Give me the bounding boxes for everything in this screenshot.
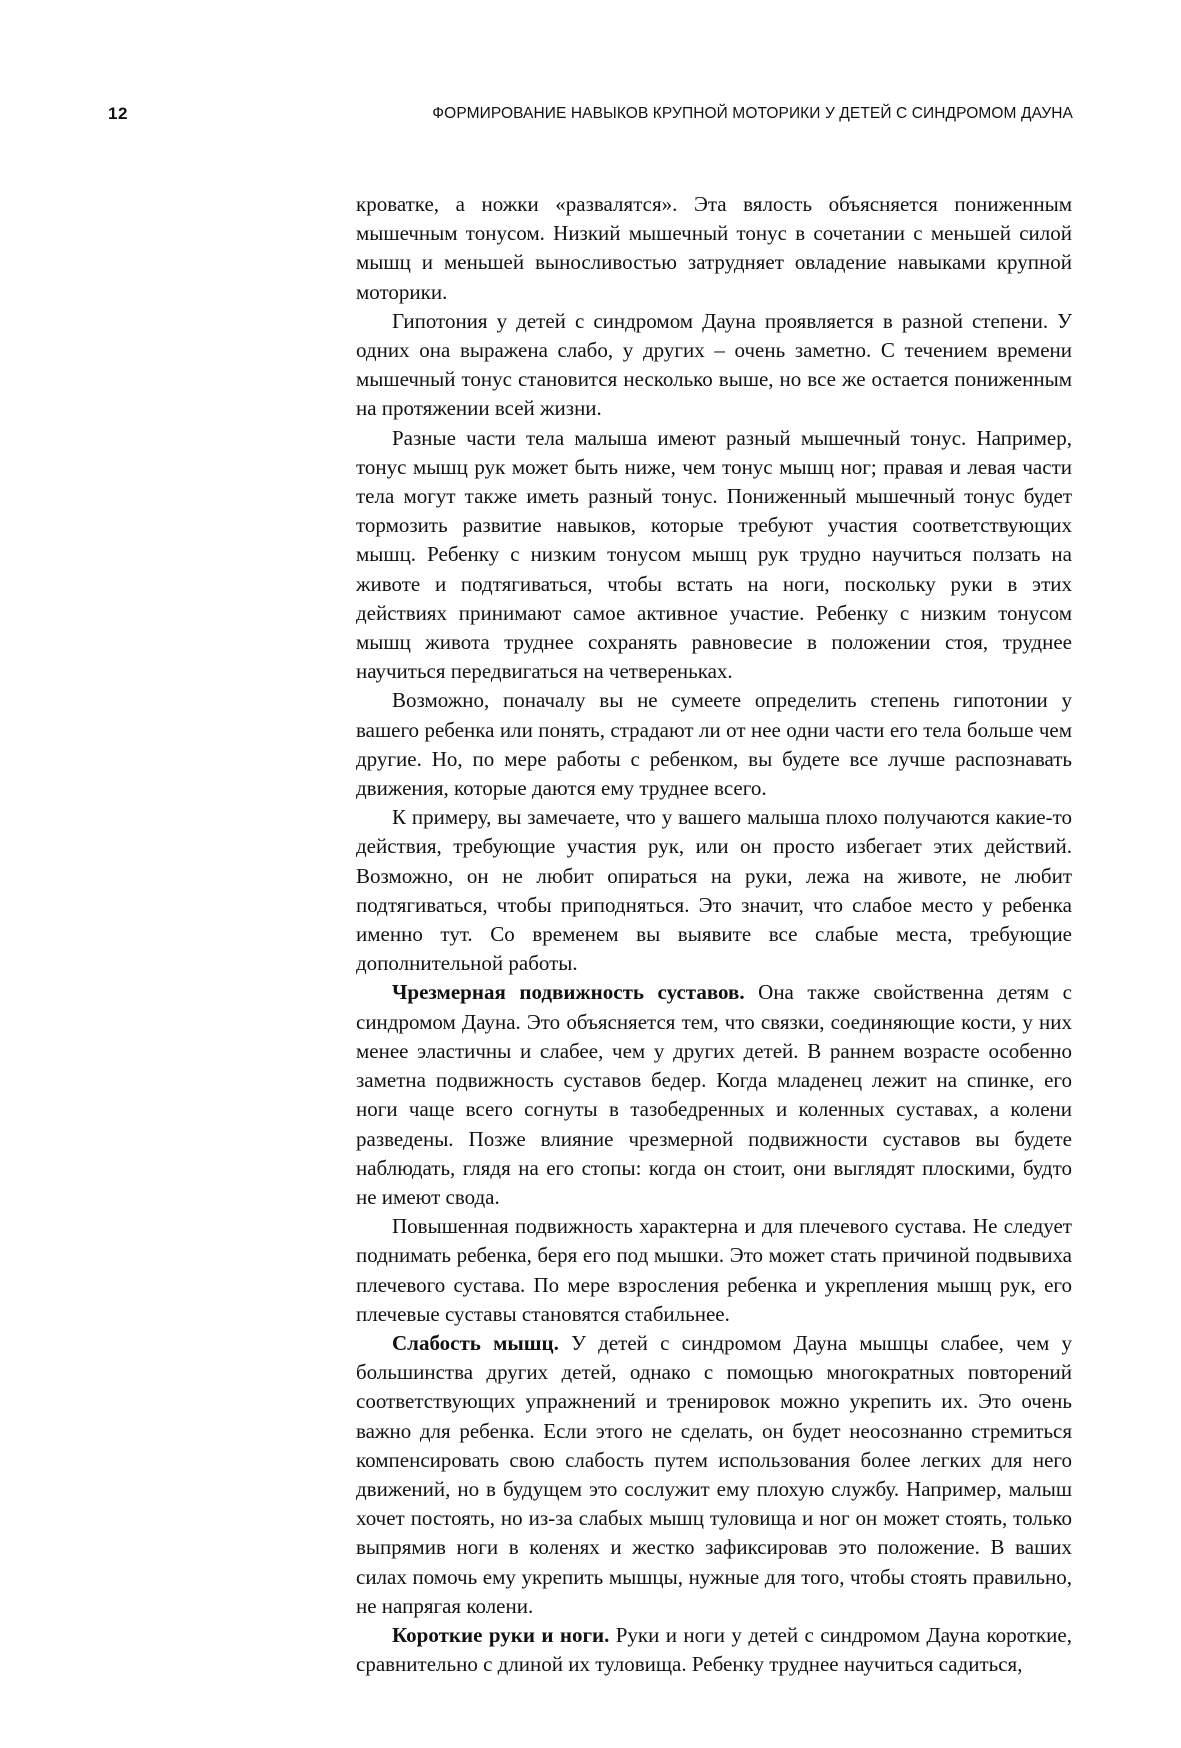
paragraph — [356, 1212, 1072, 1329]
paragraph-text: кроватке, а ножки «развалятся». Эта вялость объясняется пониженным мышечным тонусом. Низкий мышечный тонус в сочетании с меньшей силой мышц и меньшей выносливостью затрудняет овладение навыками крупной моторики. — [356, 192, 1072, 304]
paragraph-text: Повышенная подвижность характерна и для плечевого сустава. Не следует поднимать ребенка, беря его под мышки. Это может стать причиной подвывиха плечевого сустава. По мере взросления ребенка и укрепления мышц рук, его плечевые суставы становятся стабильнее. — [356, 1214, 1072, 1326]
paragraph-heading: Чрезмерная подвижность суставов. — [392, 980, 745, 1005]
paragraph — [356, 424, 1072, 687]
paragraph-text: К примеру, вы замечаете, что у вашего малыша плохо получаются какие-то действия, требующие участия рук, или он просто избегает этих действий. Возможно, он не любит опираться на руки, лежа на животе, не любит подтягиваться, чтобы приподняться. Это значит, что слабое место у ребенка именно тут. Со временем вы выявите все слабые места, требующие дополнительной работы. — [356, 805, 1072, 976]
paragraph-text: Разные части тела малыша имеют разный мышечный тонус. Например, тонус мышц рук может быть ниже, чем тонус мышц ног; правая и левая части тела могут также иметь разный тонус. Пониженный мышечный тонус будет тормозить развитие навыков, которые требуют участия соответствующих мышц. Ребенку с низким тонусом мышц рук трудно научиться ползать на животе и подтягиваться, чтобы встать на ноги, поскольку руки в этих действиях принимают самое активное участие. Ребенку с низким тонусом мышц живота труднее сохранять равновесие в положении стоя, труднее научиться передвигаться на четвереньках. — [356, 425, 1072, 684]
paragraph — [356, 1329, 1072, 1621]
paragraph-text: Она также свойственна детям с синдромом Дауна. Это объясняется тем, что связки, соединяющие кости, у них менее эластичны и слабее, чем у других детей. В раннем возрасте особенно заметна подвижность суставов бедер. Когда младенец лежит на спинке, его ноги чаще всего согнуты в тазобедренных и коленных суставах, а колени разведены. Позже влияние чрезмерной подвижности суставов вы будете наблюдать, глядя на его стопы: когда он стоит, они выглядят плоскими, будто не имеют свода. — [356, 980, 1073, 1209]
paragraph-heading: Слабость мышц. — [392, 1330, 559, 1355]
paragraph-text: Руки и ноги у детей с синдромом Дауна короткие, сравнительно с длиной их туловища. Ребенку труднее научиться садиться, — [356, 1622, 1072, 1677]
paragraph-heading: Короткие руки и ноги. — [392, 1622, 610, 1647]
paragraph — [356, 686, 1072, 803]
page-number: 12 — [108, 104, 128, 123]
body-text — [356, 190, 1072, 1679]
paragraph-text: Гипотония у детей с синдромом Дауна проявляется в разной степени. У одних она выражена слабо, у других – очень заметно. С течением времени мышечный тонус становится несколько выше, но все же остается пониженным на протяжении всей жизни. — [356, 308, 1072, 421]
paragraph — [356, 978, 1072, 1212]
running-title: ФОРМИРОВАНИЕ НАВЫКОВ КРУПНОЙ МОТОРИКИ У ДЕТЕЙ С СИНДРОМОМ ДАУНА — [432, 105, 1073, 122]
paragraph — [356, 1621, 1072, 1679]
paragraph — [356, 803, 1072, 978]
paragraph — [356, 190, 1072, 307]
paragraph-text: У детей с синдромом Дауна мышцы слабее, чем у большинства других детей, однако с помощью многократных повторений соответствующих упражнений и тренировок можно укрепить их. Это очень важно для ребенка. Если этого не сделать, он будет неосознанно стремиться компенсировать свою слабость путем использования более легких для него движений, но в будущем это сослужит ему плохую службу. Например, малыш хочет постоять, но из-за слабых мышц туловища и ног он может стоять, только выпрямив ноги в коленях и жестко зафиксировав это положение. В ваших силах помочь ему укрепить мышцы, нужные для того, чтобы стоять правильно, не напрягая колени. — [356, 1330, 1072, 1618]
paragraph-text: Возможно, поначалу вы не сумеете определить степень гипотонии у вашего ребенка или понять, страдают ли от нее одни части его тела больше чем другие. Но, по мере работы с ребенком, вы будете все лучше распознавать движения, которые даются ему труднее всего. — [356, 688, 1072, 801]
running-header — [108, 104, 1073, 130]
paragraph — [356, 307, 1072, 424]
